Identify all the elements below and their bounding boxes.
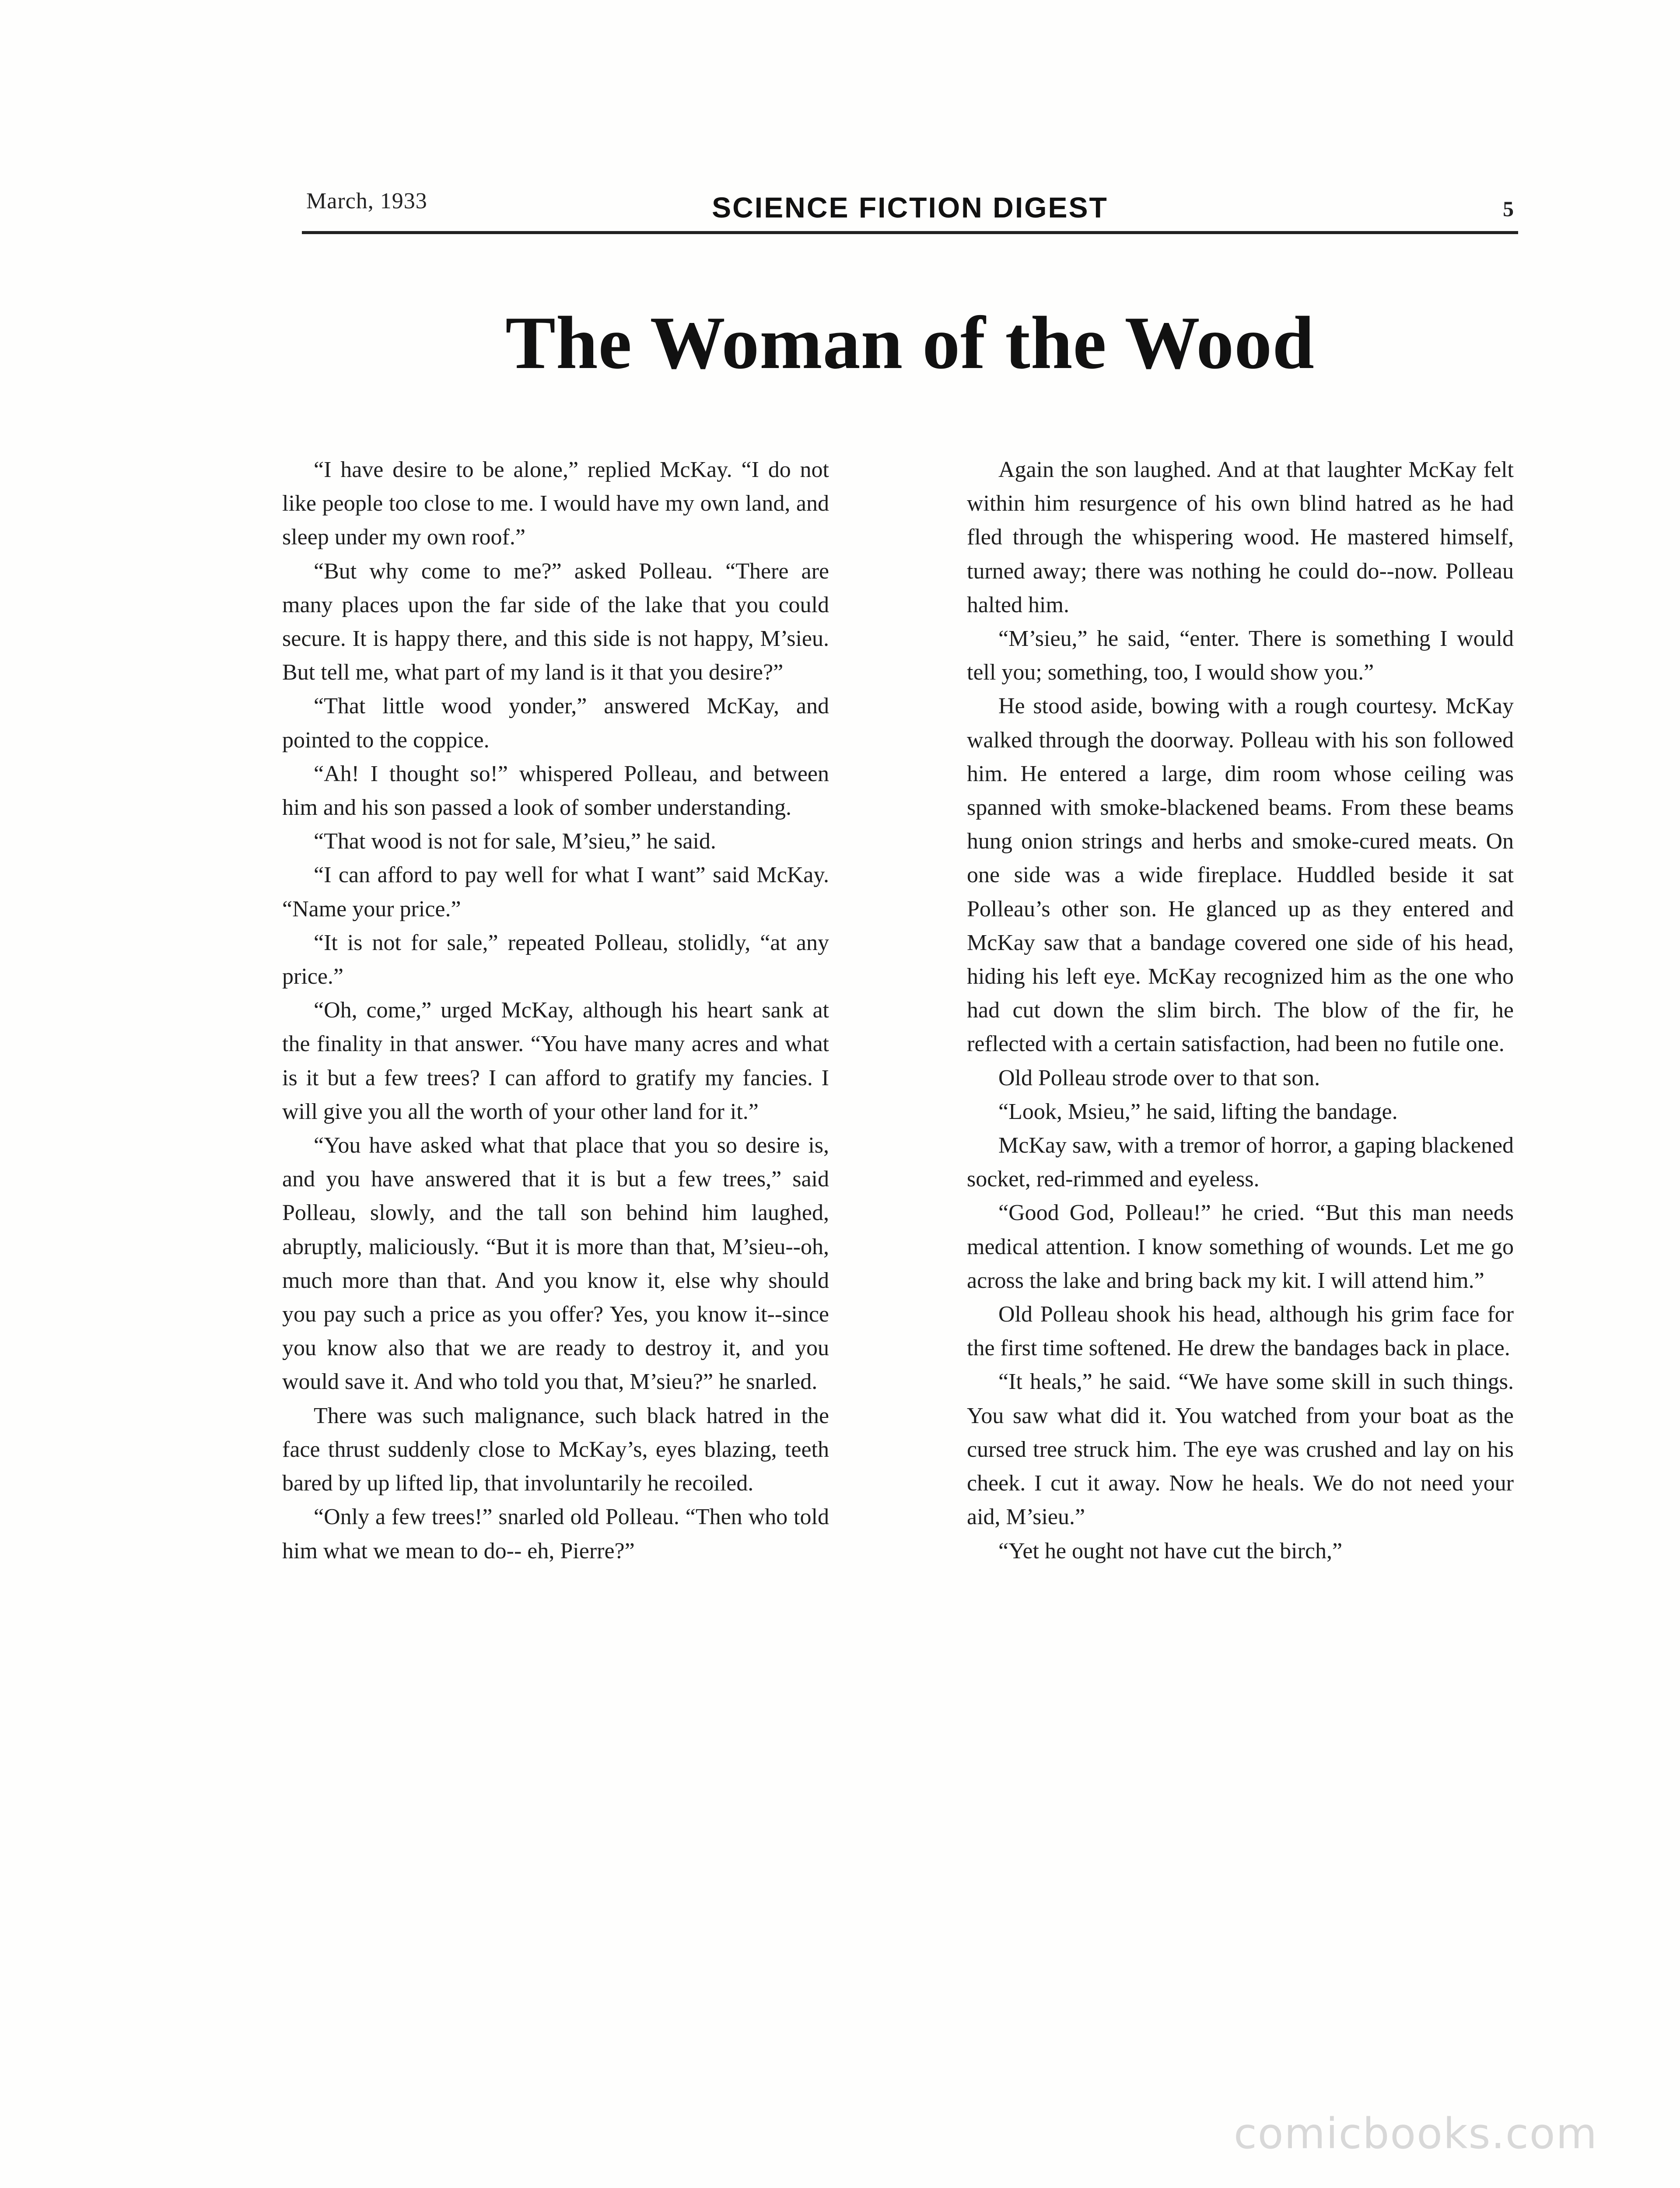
paragraph: Again the son laughed. And at that laughter McKay felt within him resurgence of his own blind hatred as he had fled through the whispering wood. He mastered himself, turned away; there was nothing he could do--now. Polleau halted him. <box>967 457 1514 617</box>
paragraph: “It is not for sale,” repeated Polleau, stolidly, “at any price.” <box>282 930 829 989</box>
magazine-title: SCIENCE FICTION DIGEST <box>712 191 1108 224</box>
paragraph: “Good God, Polleau!” he cried. “But this man needs medical attention. I know something of wounds. Let me go across the lake and bring back my kit. I will attend him.” <box>967 1200 1514 1293</box>
page-number: 5 <box>1503 196 1514 221</box>
paragraph: “It heals,” he said. “We have some skill in such things. You saw what did it. You watched from your boat as the cursed tree struck him. The eye was crushed and lay on his cheek. I cut it away. Now he heals. We do not need your aid, M’sieu.” <box>967 1369 1514 1530</box>
running-head <box>306 188 1514 228</box>
article-title: The Woman of the Wood <box>505 302 1315 385</box>
paragraph: “Ah! I thought so!” whispered Polleau, and between him and his son passed a look of somber understanding. <box>282 761 829 820</box>
paragraph: “Only a few trees!” snarled old Polleau. “Then who told him what we mean to do-- eh, Pierre?” <box>282 1504 829 1564</box>
text-column-right <box>967 453 1514 1568</box>
paragraph: “I have desire to be alone,” replied McKay. “I do not like people too close to me. I would have my own land, and sleep under my own roof.” <box>282 457 829 550</box>
paragraph: He stood aside, bowing with a rough courtesy. McKay walked through the doorway. Polleau with his son followed him. He entered a large, dim room whose ceiling was spanned with smoke-blackened beams. From these beams hung onion strings and herbs and smoke-cured meats. On one side was a wide fireplace. Huddled beside it sat Polleau’s other son. He glanced up as they entered and McKay saw that a bandage covered one side of his head, hiding his left eye. McKay recognized him as the one who had cut down the slim birch. The blow of the fir, he reflected with a certain satisfaction, had been no futile one. <box>967 694 1514 1057</box>
issue-date: March, 1933 <box>306 189 427 214</box>
paragraph: “Look, Msieu,” he said, lifting the bandage. <box>998 1099 1398 1124</box>
paragraph: “That little wood yonder,” answered McKay, and pointed to the coppice. <box>282 694 829 753</box>
text-column-left <box>282 453 829 1568</box>
paragraph: Old Polleau strode over to that son. <box>998 1065 1320 1090</box>
paragraph: “I can afford to pay well for what I want” said McKay. “Name your price.” <box>282 863 829 922</box>
paragraph: “Yet he ought not have cut the birch,” <box>998 1538 1343 1564</box>
paragraph: “Oh, come,” urged McKay, although his heart sank at the finality in that answer. “You have many acres and what is it but a few trees? I can afford to gratify my fancies. I will give you all the worth of your other land for it.” <box>282 998 829 1124</box>
paragraph: “But why come to me?” asked Polleau. “There are many places upon the far side of the lake that you could secure. It is happy there, and this side is not happy, M’sieu. But tell me, what part of my land is it that you desire?” <box>282 558 829 685</box>
paragraph: There was such malignance, such black hatred in the face thrust suddenly close to McKay’s, eyes blazing, teeth bared by up lifted lip, that involuntarily he recoiled. <box>282 1403 829 1496</box>
header-rule <box>302 231 1518 234</box>
paragraph: McKay saw, with a tremor of horror, a gaping blackened socket, red-rimmed and eyeless. <box>967 1133 1514 1192</box>
paragraph: Old Polleau shook his head, although his grim face for the first time softened. He drew the bandages back in place. <box>967 1302 1514 1361</box>
paragraph: “You have asked what that place that you so desire is, and you have answered that it is but a few trees,” said Polleau, slowly, and the tall son behind him laughed, abruptly, maliciously. “But it is more than that, M’sieu--oh, much more than that. And you know it, else why should you pay such a price as you offer? Yes, you know it--since you know also that we are ready to destroy it, and you would save it. And who told you that, M’sieu?” he snarled. <box>282 1133 829 1395</box>
site-watermark: comicbooks.com <box>1234 2109 1598 2158</box>
paragraph: “That wood is not for sale, M’sieu,” he said. <box>314 829 716 854</box>
paragraph: “M’sieu,” he said, “enter. There is something I would tell you; something, too, I would show you.” <box>967 626 1514 685</box>
